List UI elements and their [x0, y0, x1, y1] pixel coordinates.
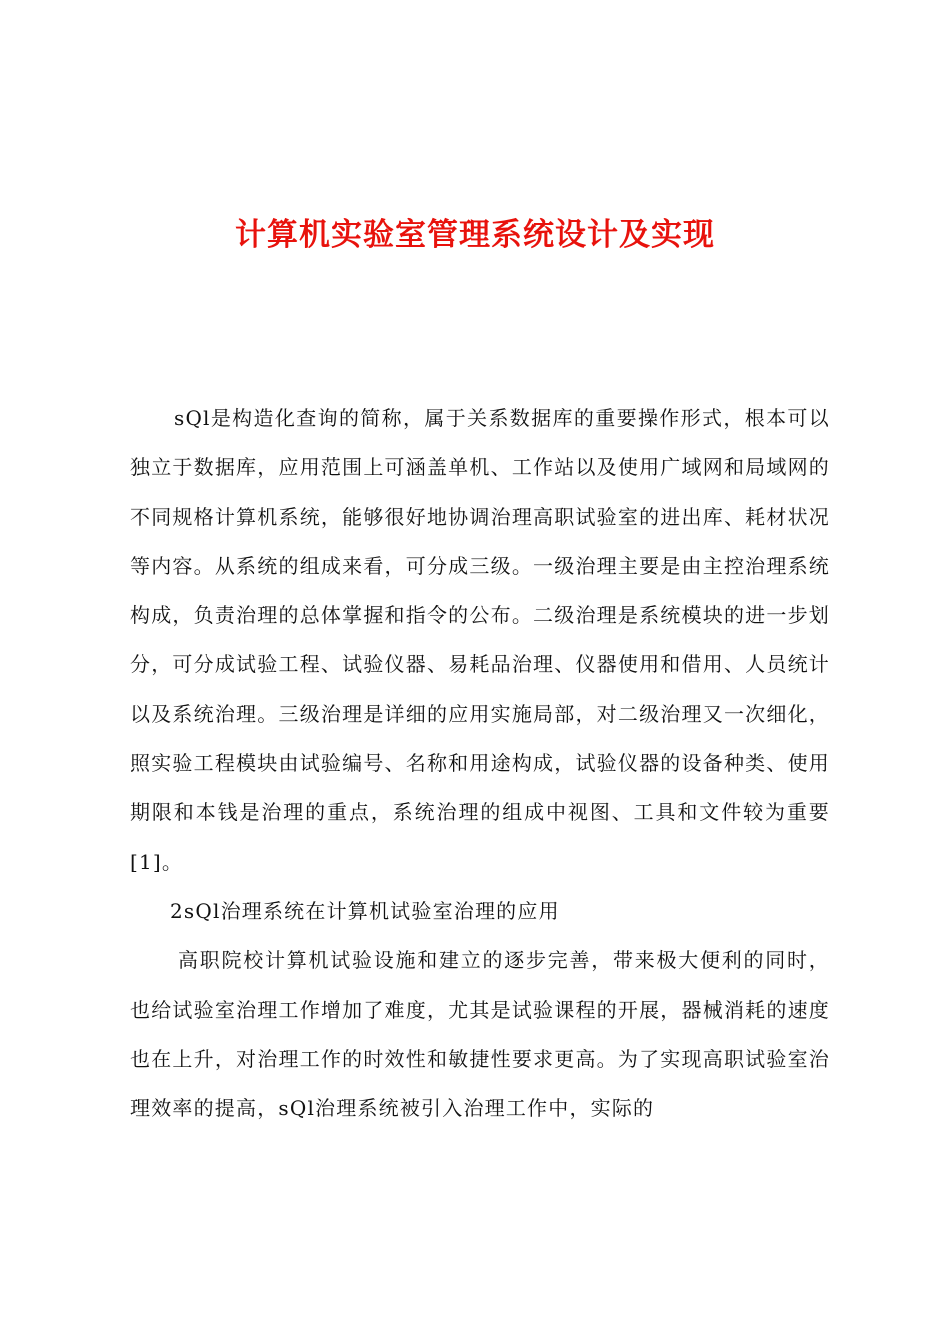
document-body: [130, 394, 830, 1133]
document-title: 计算机实验室管理系统设计及实现: [235, 217, 715, 253]
section-heading: 2sQl治理系统在计算机试验室治理的应用: [170, 898, 560, 923]
paragraph-application: 高职院校计算机试验设施和建立的逐步完善，带来极大便利的同时，也给试验室治理工作增加了难度，尤其是试验课程的开展，器械消耗的速度也在上升，对治理工作的时效性和敏捷性要求更高。为了实现高职试验室治理效率的提高，sQl治理系统被引入治理工作中，实际的: [130, 948, 830, 1121]
paragraph-intro: sQl是构造化查询的简称，属于关系数据库的重要操作形式，根本可以独立于数据库，应用范围上可涵盖单机、工作站以及使用广域网和局域网的不同规格计算机系统，能够很好地协调治理高职试验室的进出库、耗材状况等内容。从系统的组成来看，可分成三级。一级治理主要是由主控治理系统构成，负责治理的总体掌握和指令的公布。二级治理是系统模块的进一步划分，可分成试验工程、试验仪器、易耗品治理、仪器使用和借用、人员统计以及系统治理。三级治理是详细的应用实施局部，对二级治理又一次细化，照实验工程模块由试验编号、名称和用途构成，试验仪器的设备种类、使用期限和本钱是治理的重点，系统治理的组成中视图、工具和文件较为重要[1]。: [130, 406, 830, 874]
